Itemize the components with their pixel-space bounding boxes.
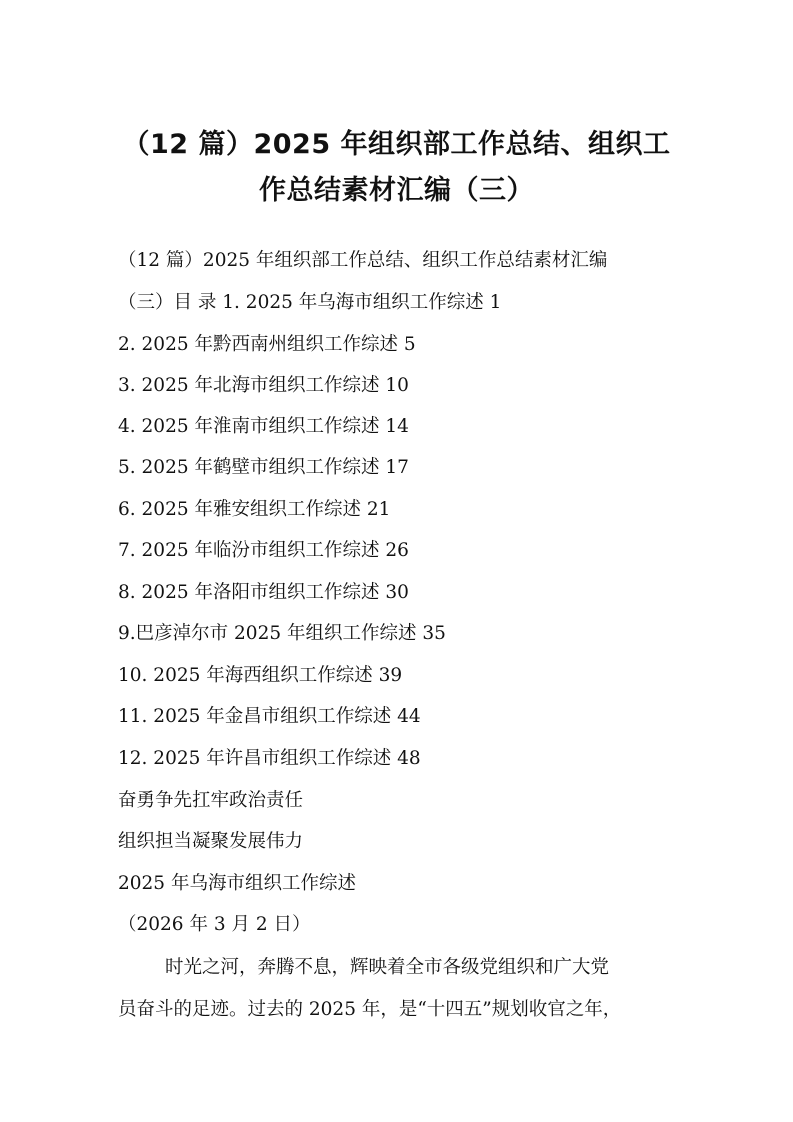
intro-line: （12 篇）2025 年组织部工作总结、组织工作总结素材汇编 [118,250,608,271]
toc-line: 10. 2025 年海西组织工作综述 39 [118,665,403,686]
date-line: （2026 年 3 月 2 日） [118,914,311,935]
toc-line: 7. 2025 年临汾市组织工作综述 26 [118,540,409,561]
heading-line: 2025 年乌海市组织工作综述 [118,873,356,894]
toc-line: 8. 2025 年洛阳市组织工作综述 30 [118,582,409,603]
heading-line: 组织担当凝聚发展伟力 [118,831,304,852]
heading-line: 奋勇争先扛牢政治责任 [118,790,304,811]
paragraph-line: 员奋斗的足迹。过去的 2025 年，是“十四五”规划收官之年， [118,999,622,1020]
toc-line: 6. 2025 年雅安组织工作综述 21 [118,499,391,520]
toc-line: 5. 2025 年鹤壁市组织工作综述 17 [118,457,409,478]
paragraph-line: 时光之河，奔腾不息，辉映着全市各级党组织和广大党 [165,957,610,978]
title-line-2: 作总结素材汇编（三） [259,175,534,206]
toc-line: 3. 2025 年北海市组织工作综述 10 [118,375,409,396]
toc-line: （三）目 录 1. 2025 年乌海市组织工作综述 1 [118,292,502,313]
document-title [100,122,693,214]
toc-line: 4. 2025 年淮南市组织工作综述 14 [118,416,409,437]
title-line-1: （12 篇）2025 年组织部工作总结、组织工 [122,129,671,160]
toc-line: 9.巴彦淖尔市 2025 年组织工作综述 35 [118,623,446,644]
toc-line: 2. 2025 年黔西南州组织工作综述 5 [118,334,416,355]
toc-line: 11. 2025 年金昌市组织工作综述 44 [118,706,421,727]
toc-line: 12. 2025 年许昌市组织工作综述 48 [118,748,421,769]
